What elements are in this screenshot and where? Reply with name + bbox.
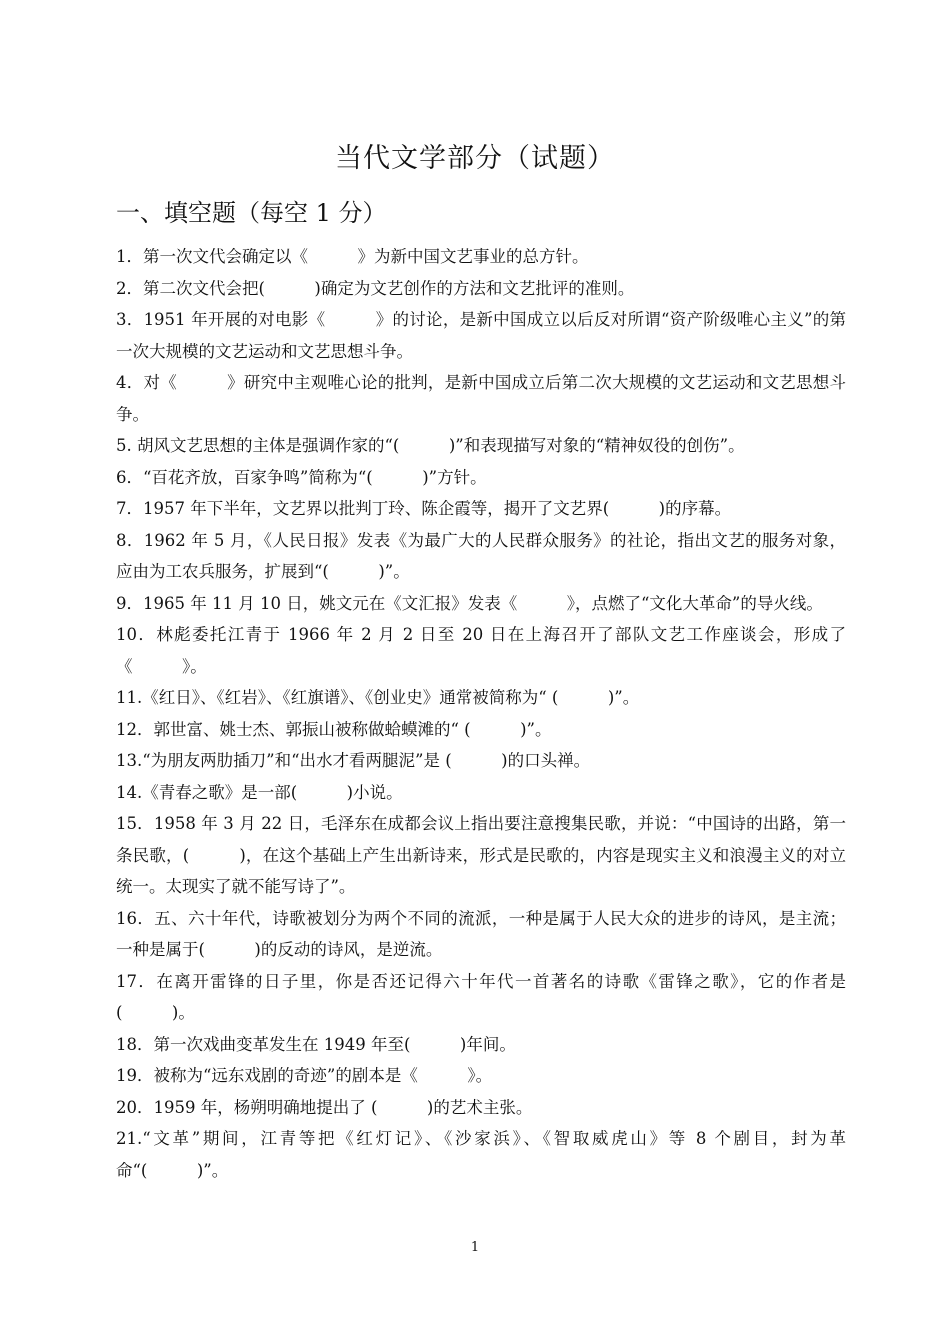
question-item: 2．第二次文代会把( )确定为文艺创作的方法和文艺批评的准则。 xyxy=(116,278,635,298)
question-item: 13.“为朋友两肋插刀”和“出水才看两腿泥”是 ( )的口头禅。 xyxy=(116,751,591,770)
question-item: 9．1965 年 11 月 10 日，姚文元在《文汇报》发表《 》，点燃了“文化大革命”的导火线。 xyxy=(116,593,823,613)
question-item: 17．在离开雷锋的日子里，你是否还记得六十年代一首著名的诗歌《雷锋之歌》，它的作者是( )。 xyxy=(116,971,846,1022)
question-list xyxy=(116,241,846,1186)
question-item: 6．“百花齐放，百家争鸣”简称为“( )”方针。 xyxy=(116,467,487,487)
section-heading: 一、填空题（每空 1 分） xyxy=(116,199,387,227)
question-item: 18．第一次戏曲变革发生在 1949 年至( )年间。 xyxy=(116,1034,516,1054)
question-item: 11.《红日》、《红岩》、《红旗谱》、《创业史》通常被简称为“ ( )”。 xyxy=(116,688,640,707)
question-item: 8．1962 年 5 月，《人民日报》发表《为最广大的人民群众服务》的社论，指出文艺的服务对象，应由为工农兵服务，扩展到“( )”。 xyxy=(116,530,846,581)
question-item: 7．1957 年下半年，文艺界以批判丁玲、陈企霞等，揭开了文艺界( )的序幕。 xyxy=(116,499,732,518)
question-item: 21.“文革”期间，江青等把《红灯记》、《沙家浜》、《智取威虎山》等 8 个剧目，封为革命“( )”。 xyxy=(116,1129,846,1180)
question-item: 3．1951 年开展的对电影《 》的讨论，是新中国成立以后反对所谓“资产阶级唯心主义”的第一次大规模的文艺运动和文艺思想斗争。 xyxy=(116,310,846,361)
question-item: 20．1959 年，杨朔明确地提出了 ( )的艺术主张。 xyxy=(116,1097,533,1117)
question-item: 14.《青春之歌》是一部( )小说。 xyxy=(116,782,403,802)
question-item: 12．郭世富、姚士杰、郭振山被称做蛤蟆滩的“ ( )”。 xyxy=(116,719,552,739)
page-number: 1 xyxy=(470,1240,480,1255)
page-title: 当代文学部分（试题） xyxy=(335,143,615,174)
question-item: 10．林彪委托江青于 1966 年 2 月 2 日至 20 日在上海召开了部队文艺工作座谈会，形成了《 》。 xyxy=(116,625,846,676)
question-item: 1．第一次文代会确定以《 》为新中国文艺事业的总方针。 xyxy=(116,247,589,266)
question-item: 19．被称为“远东戏剧的奇迹”的剧本是《 》。 xyxy=(116,1066,493,1085)
question-item: 15．1958 年 3 月 22 日，毛泽东在成都会议上指出要注意搜集民歌，并说：“中国诗的出路，第一条民歌，( )，在这个基础上产生出新诗来，形式是民歌的，内容是现实主义和浪漫主义的对立统一。太现实了就不能写诗了”。 xyxy=(116,814,846,896)
question-item: 5. 胡风文艺思想的主体是强调作家的“( )”和表现描写对象的“精神奴役的创伤”。 xyxy=(116,436,745,455)
question-item: 16．五、六十年代，诗歌被划分为两个不同的流派，一种是属于人民大众的进步的诗风，是主流；一种是属于( )的反动的诗风，是逆流。 xyxy=(116,908,846,959)
question-item: 4．对《 》研究中主观唯心论的批判，是新中国成立后第二次大规模的文艺运动和文艺思想斗争。 xyxy=(116,373,846,424)
